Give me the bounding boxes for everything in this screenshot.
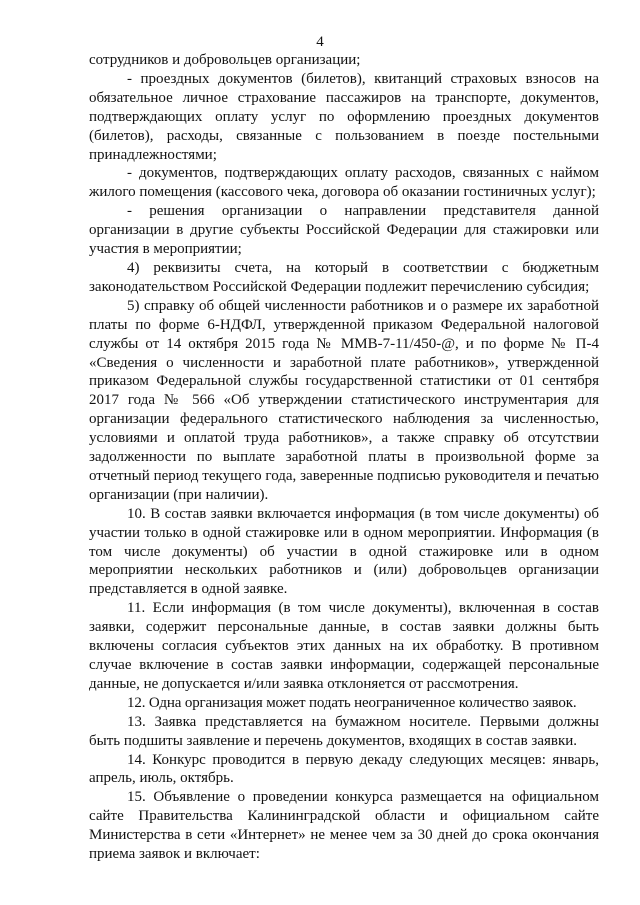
paragraph-list-item-housing: - документов, подтверждающих оплату расходов, связанных с наймом жилого помещения (кассового чека, договора об оказании гостиничных услуг); (89, 165, 599, 201)
page-number: 4 (316, 34, 324, 50)
paragraph-clause-10: 10. В состав заявки включается информация (в том числе документы) об участии только в одной стажировке или в одном мероприятии. Информация (в том числе документы) об участии в одной стажировке или в одном мероприятии нескольких работников и (или) добровольцев организации представляется в одной заявке. (89, 505, 599, 598)
paragraph-list-item-decision: - решения организации о направлении представителя данной организации в другие субъекты Российской Федерации для стажировки или участия в мероприятии; (89, 203, 599, 258)
document-body (89, 51, 599, 864)
paragraph-clause-15: 15. Объявление о проведении конкурса размещается на официальном сайте Правительства Калининградской области и официальном сайте Министерства в сети «Интернет» не менее чем за 30 дней до срока окончания приема заявок и включает: (89, 789, 599, 863)
paragraph-clause-12: 12. Одна организация может подать неограниченное количество заявок. (127, 694, 577, 711)
paragraph-item-4: 4) реквизиты счета, на который в соответствии с бюджетным законодательством Российской Федерации подлежит перечислению субсидия; (89, 259, 599, 295)
paragraph-clause-13: 13. Заявка представляется на бумажном носителе. Первыми должны быть подшиты заявление и перечень документов, входящих в состав заявки. (89, 713, 599, 749)
paragraph-clause-14: 14. Конкурс проводится в первую декаду следующих месяцев: январь, апрель, июль, октябрь. (89, 751, 599, 787)
paragraph-list-item-tickets: - проездных документов (билетов), квитанций страховых взносов на обязательное личное страхование пассажиров на транспорте, документов, подтверждающих оплату услуг по оформлению проездных документов (билетов), расходы, связанные с пользованием в поезде постельными принадлежностями; (89, 70, 599, 163)
paragraph-clause-11: 11. Если информация (в том числе документы), включенная в состав заявки, содержит персональные данные, в состав заявки должны быть включены согласия субъектов этих данных на их обработку. В противном случае включение в состав заявки информации, содержащей персональные данные, не допускается и/или заявка отклоняется от рассмотрения. (89, 600, 599, 692)
paragraph-continuation: сотрудников и добровольцев организации; (89, 52, 361, 68)
paragraph-item-5: 5) справку об общей численности работников и о размере их заработной платы по форме 6-НДФЛ, утвержденной приказом Федеральной налоговой службы от 14 октября 2015 года № ММВ-7-11/450-@, и по форме № П-4 «Сведения о численности и заработной плате работников», утвержденной приказом Федеральной службы государственной статистики от 01 сентября 2017 года № 566 «Об утверждении статистического инструментария для организации федерального статистического наблюдения за численностью, условиями и оплатой труда работников», а также справку об отсутствии задолженности по выплате заработной платы в произвольной форме за отчетный период текущего года, заверенные подписью руководителя и печатью организации (при наличии). (89, 297, 599, 503)
